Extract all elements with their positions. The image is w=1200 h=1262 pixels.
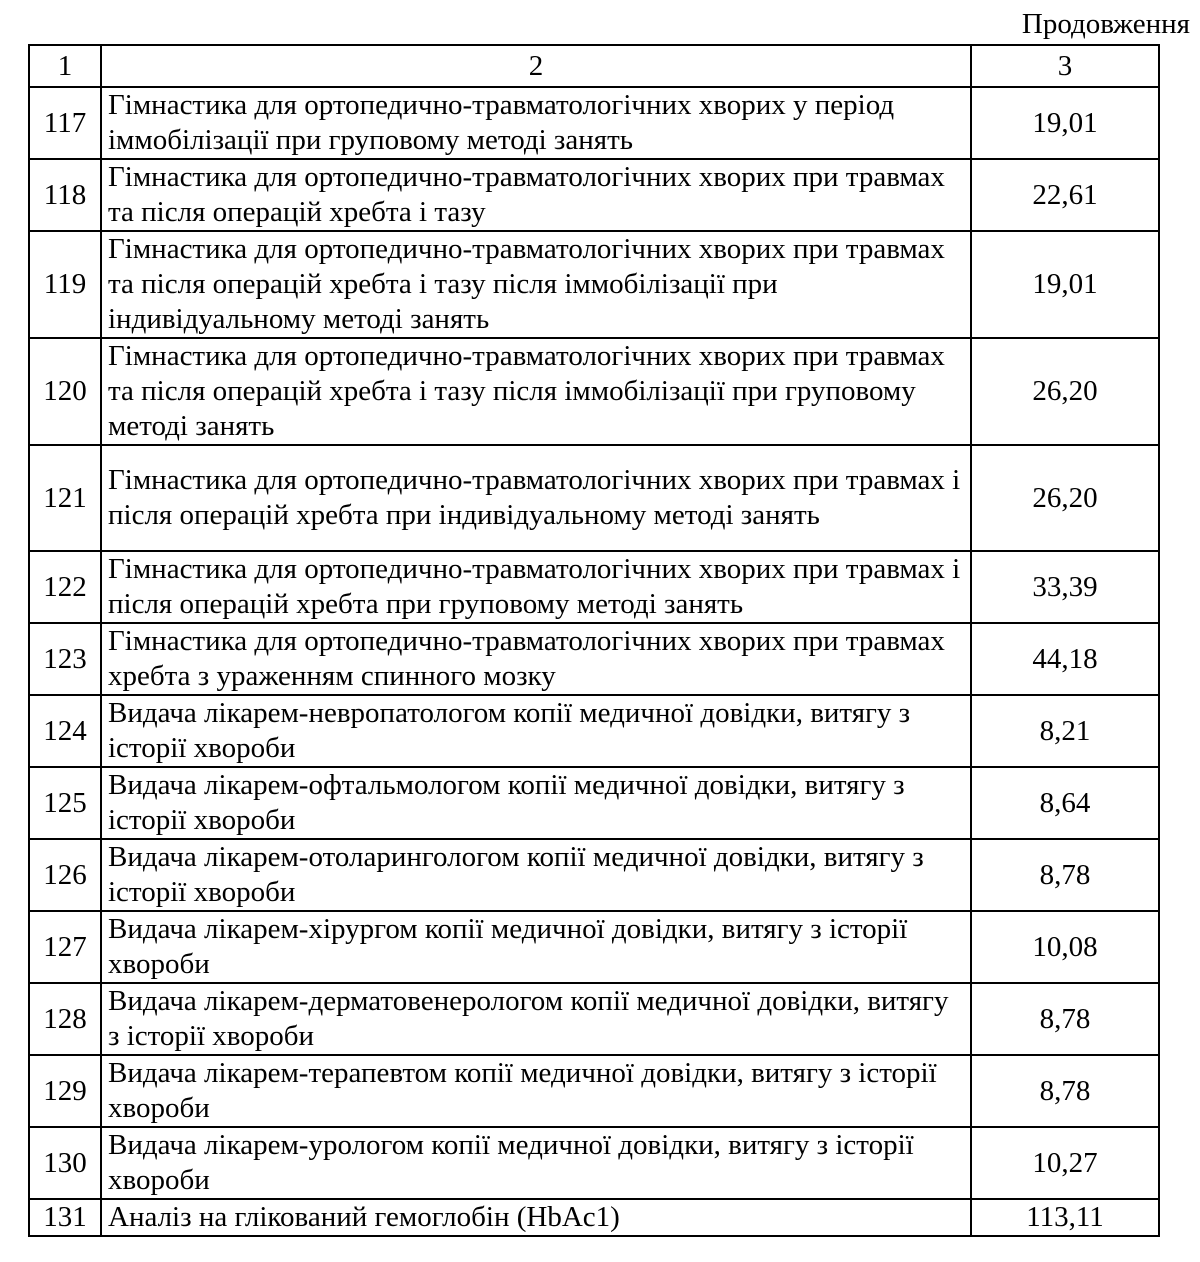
price-cell: 113,11 [971,1199,1159,1236]
row-number-cell: 131 [29,1199,101,1236]
services-price-table [28,44,1160,1237]
service-name-cell: Гімнастика для ортопедично-травматологічних хворих при травмах і після операцій хребта при індивідуальному методі занять [101,445,971,551]
row-number-cell: 121 [29,445,101,551]
service-name-cell: Гімнастика для ортопедично-травматологічних хворих при травмах та після операцій хребта і тазу після іммобілізації при груповому методі занять [101,338,971,445]
table-row [29,767,1159,839]
column-number-header-row [29,45,1159,87]
price-cell: 19,01 [971,87,1159,159]
table-row [29,231,1159,338]
table-row [29,695,1159,767]
table-row [29,911,1159,983]
service-name-cell: Видача лікарем-урологом копії медичної довідки, витягу з історії хвороби [101,1127,971,1199]
service-name-cell: Гімнастика для ортопедично-травматологічних хворих при травмах хребта з ураженням спинного мозку [101,623,971,695]
row-number-cell: 124 [29,695,101,767]
table-row [29,551,1159,623]
service-name-cell: Гімнастика для ортопедично-травматологічних хворих при травмах та після операцій хребта і тазу [101,159,971,231]
price-cell: 26,20 [971,338,1159,445]
table-row [29,445,1159,551]
price-cell: 10,08 [971,911,1159,983]
price-cell: 8,78 [971,839,1159,911]
price-cell: 8,78 [971,1055,1159,1127]
service-name-cell: Видача лікарем-отоларингологом копії медичної довідки, витягу з історії хвороби [101,839,971,911]
service-name-cell: Видача лікарем-дерматовенерологом копії медичної довідки, витягу з історії хвороби [101,983,971,1055]
price-cell: 19,01 [971,231,1159,338]
table-row [29,1127,1159,1199]
row-number-cell: 117 [29,87,101,159]
row-number-cell: 123 [29,623,101,695]
service-name-cell: Видача лікарем-терапевтом копії медичної довідки, витягу з історії хвороби [101,1055,971,1127]
continuation-label: Продовження [1021,8,1190,40]
table-row [29,87,1159,159]
row-number-cell: 129 [29,1055,101,1127]
service-name-cell: Гімнастика для ортопедично-травматологічних хворих при травмах і після операцій хребта при груповому методі занять [101,551,971,623]
table-row [29,623,1159,695]
row-number-cell: 120 [29,338,101,445]
row-number-cell: 130 [29,1127,101,1199]
service-name-cell: Гімнастика для ортопедично-травматологічних хворих при травмах та після операцій хребта і тазу після іммобілізації при індивідуальному методі занять [101,231,971,338]
row-number-cell: 119 [29,231,101,338]
column-header-2: 2 [101,45,971,87]
price-cell: 33,39 [971,551,1159,623]
service-name-cell: Видача лікарем-невропатологом копії медичної довідки, витягу з історії хвороби [101,695,971,767]
service-name-cell: Видача лікарем-офтальмологом копії медичної довідки, витягу з історії хвороби [101,767,971,839]
table-row [29,1199,1159,1236]
table-row [29,338,1159,445]
row-number-cell: 126 [29,839,101,911]
table-row [29,839,1159,911]
row-number-cell: 118 [29,159,101,231]
price-cell: 8,21 [971,695,1159,767]
column-header-3: 3 [971,45,1159,87]
price-cell: 26,20 [971,445,1159,551]
service-name-cell: Аналіз на глікований гемоглобін (HbAc1) [101,1199,971,1236]
price-cell: 10,27 [971,1127,1159,1199]
service-name-cell: Видача лікарем-хірургом копії медичної довідки, витягу з історії хвороби [101,911,971,983]
row-number-cell: 128 [29,983,101,1055]
service-name-cell: Гімнастика для ортопедично-травматологічних хворих у період іммобілізації при груповому методі занять [101,87,971,159]
table-row [29,159,1159,231]
price-cell: 44,18 [971,623,1159,695]
row-number-cell: 125 [29,767,101,839]
row-number-cell: 122 [29,551,101,623]
table-row [29,1055,1159,1127]
price-cell: 8,64 [971,767,1159,839]
table-body [29,45,1159,1236]
column-header-1: 1 [29,45,101,87]
row-number-cell: 127 [29,911,101,983]
price-cell: 8,78 [971,983,1159,1055]
price-cell: 22,61 [971,159,1159,231]
table-row [29,983,1159,1055]
